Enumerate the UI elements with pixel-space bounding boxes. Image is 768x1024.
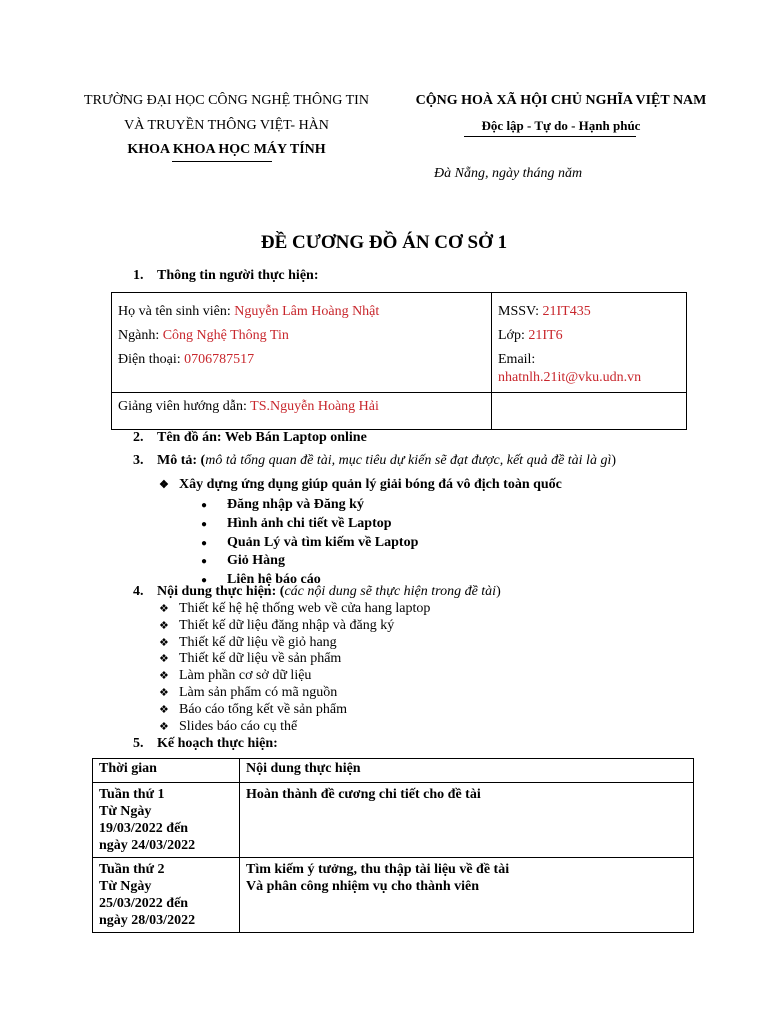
phone-row: Điện thoại: 0706787517 <box>118 352 255 367</box>
section3-sub-list <box>201 496 418 590</box>
list-item: ❖ Thiết kế dữ liệu về giỏ hang <box>159 634 337 650</box>
faculty-name: KHOA KHOA HỌC MÁY TÍNH <box>127 142 326 157</box>
plan-table <box>92 758 694 933</box>
advisor-row: Giảng viên hướng dẫn: TS.Nguyễn Hoàng Hải <box>112 393 492 430</box>
section3-main-item: ❖ Xây dựng ứng dụng giúp quản lý giải bóng đá vô địch toàn quốc <box>159 477 562 492</box>
section5-heading: 5. Kế hoạch thực hiện: <box>133 736 278 751</box>
date-line: Đà Nẵng, ngày tháng năm <box>434 166 583 181</box>
diamond-outline-bullet-icon: ❖ <box>159 720 169 733</box>
diamond-outline-bullet-icon: ❖ <box>159 686 169 699</box>
section4-heading: 4. Nội dung thực hiện: (các nội dung sẽ thực hiện trong đề tài) <box>133 584 501 599</box>
major-row: Ngành: Công Nghệ Thông Tin <box>118 328 289 343</box>
faculty-underline <box>172 161 272 162</box>
list-item: ● Hình ảnh chi tiết về Laptop <box>201 515 418 534</box>
list-item: ❖ Thiết kế dữ liệu đăng nhập và đăng ký <box>159 617 395 633</box>
list-item: ❖ Slides báo cáo cụ thể <box>159 718 298 734</box>
list-item: ● Giỏ Hàng <box>201 552 418 571</box>
email-value: nhatnlh.21it@vku.udn.vn <box>498 370 642 385</box>
col-header-time: Thời gian <box>93 759 240 783</box>
nation-title: CỘNG HOÀ XÃ HỘI CHỦ NGHĨA VIỆT NAM <box>415 93 707 108</box>
nation-motto: Độc lập - Tự do - Hạnh phúc <box>481 118 641 133</box>
section4-list <box>159 601 430 735</box>
bullet-icon: ● <box>201 575 208 587</box>
list-item: ● Quản Lý và tìm kiếm về Laptop <box>201 534 418 553</box>
list-item: ❖ Làm phần cơ sở dữ liệu <box>159 668 312 684</box>
diamond-outline-bullet-icon: ❖ <box>159 636 169 649</box>
list-item: ❖ Thiết kế dữ liệu về sản phẩm <box>159 651 342 667</box>
school-name-line1: TRƯỜNG ĐẠI HỌC CÔNG NGHỆ THÔNG TIN <box>84 93 369 108</box>
bullet-icon: ● <box>201 537 208 549</box>
section2-heading: 2. Tên đồ án: Web Bán Laptop online <box>133 430 367 445</box>
list-item: ❖ Làm sản phẩm có mã nguồn <box>159 684 338 700</box>
email-label: Email: <box>498 352 536 367</box>
mssv-row: MSSV: 21IT435 <box>498 304 591 319</box>
col-header-content: Nội dung thực hiện <box>240 759 694 783</box>
list-item: ● Liên hệ báo cáo <box>201 571 418 590</box>
list-item: ❖ Báo cáo tổng kết về sản phẩm <box>159 701 347 717</box>
bullet-icon: ● <box>201 500 208 511</box>
diamond-outline-bullet-icon: ❖ <box>159 619 169 632</box>
table-row: Tuần thứ 1 Từ Ngày 19/03/2022 đến ngày 24/03/2022 Hoàn thành đề cương chi tiết cho đề tài <box>93 783 694 858</box>
list-item: ❖ Thiết kế hệ hệ thống web về cửa hang laptop <box>159 601 431 616</box>
document-title: ĐỀ CƯƠNG ĐỒ ÁN CƠ SỞ 1 <box>260 232 508 253</box>
section3-heading: 3. Mô tả: (mô tả tổng quan đề tài, mục tiêu dự kiến sẽ đạt được, kết quả đề tài là gì) <box>133 453 617 468</box>
diamond-bullet-icon: ❖ <box>159 479 169 491</box>
diamond-outline-bullet-icon: ❖ <box>159 703 169 716</box>
list-item: ● Đăng nhập và Đăng ký <box>201 496 418 515</box>
diamond-outline-bullet-icon: ❖ <box>159 670 169 683</box>
bullet-icon: ● <box>201 556 208 568</box>
motto-underline <box>464 136 636 137</box>
student-info-table <box>111 292 687 430</box>
student-name-row: Họ và tên sinh viên: Nguyễn Lâm Hoàng Nhật <box>118 304 380 319</box>
school-name-line2: VÀ TRUYỀN THÔNG VIỆT- HÀN <box>124 118 329 133</box>
bullet-icon: ● <box>201 518 208 530</box>
table-row: Tuần thứ 2 Từ Ngày 25/03/2022 đến ngày 28/03/2022 Tìm kiếm ý tưởng, thu thập tài liệu về đề tài Và phân công nhiệm vụ cho thành viên <box>93 858 694 933</box>
diamond-outline-bullet-icon: ❖ <box>159 653 169 666</box>
diamond-outline-bullet-icon: ❖ <box>159 603 169 615</box>
section1-heading: 1. Thông tin người thực hiện: <box>133 268 319 283</box>
class-row: Lớp: 21IT6 <box>498 328 563 343</box>
